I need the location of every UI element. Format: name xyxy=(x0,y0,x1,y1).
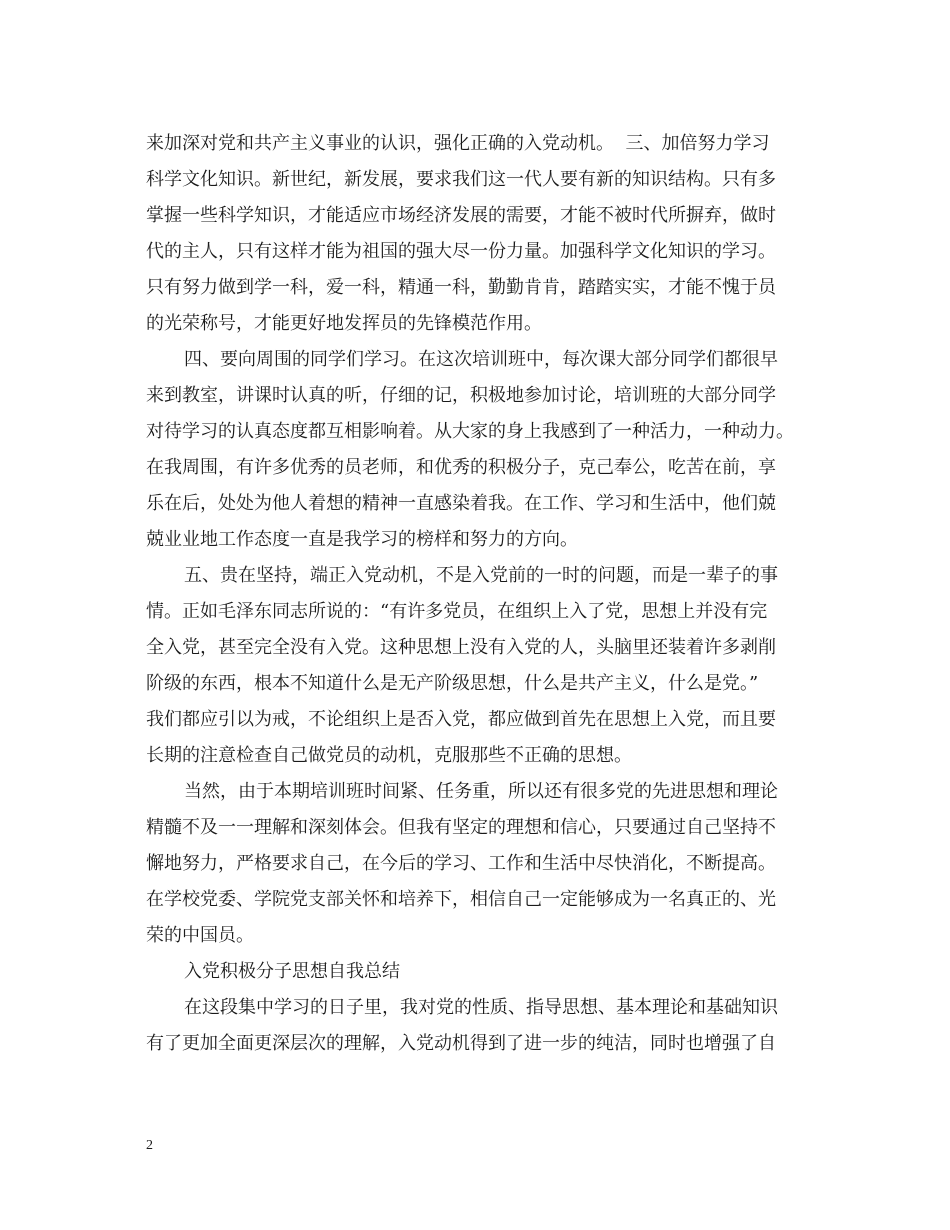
text-line: 荣的中国员。 xyxy=(146,925,254,946)
text-line: 来加深对党和共产主义事业的认识，强化正确的入党动机。 三、加倍努力学习 xyxy=(146,133,770,154)
paragraph-start-line: 五、贵在坚持，端正入党动机，不是入党前的一时的问题，而是一辈子的事 xyxy=(184,565,778,586)
text-line: 对待学习的认真态度都互相影响着。从大家的身上我感到了一种活力，一种动力。 xyxy=(146,421,794,442)
paragraph-start-line: 在这段集中学习的日子里，我对党的性质、指导思想、基本理论和基础知识 xyxy=(184,997,778,1018)
section-heading: 入党积极分子思想自我总结 xyxy=(184,961,400,982)
text-line: 精髓不及一一理解和深刻体会。但我有坚定的理想和信心，只要通过自己坚持不 xyxy=(146,817,776,838)
text-line: 掌握一些科学知识，才能适应市场经济发展的需要，才能不被时代所摒弃，做时 xyxy=(146,205,776,226)
paragraph-start-line: 四、要向周围的同学们学习。在这次培训班中，每次课大部分同学们都很早 xyxy=(184,349,778,370)
text-line: 懈地努力，严格要求自己，在今后的学习、工作和生活中尽快消化，不断提高。 xyxy=(146,853,776,874)
text-line: 有了更加全面更深层次的理解，入党动机得到了进一步的纯洁，同时也增强了自 xyxy=(146,1033,776,1054)
text-line: 我们都应引以为戒，不论组织上是否入党，都应做到首先在思想上入党，而且要 xyxy=(146,709,776,730)
text-line: 来到教室，讲课时认真的听，仔细的记，积极地参加讨论，培训班的大部分同学 xyxy=(146,385,776,406)
text-line: 在学校党委、学院党支部关怀和培养下，相信自己一定能够成为一名真正的、光 xyxy=(146,889,776,910)
text-line: 的光荣称号，才能更好地发挥员的先锋模范作用。 xyxy=(146,313,542,334)
text-line: 阶级的东西，根本不知道什么是无产阶级思想，什么是共产主义，什么是党。” xyxy=(146,673,759,694)
text-line: 在我周围，有许多优秀的员老师，和优秀的积极分子，克己奉公，吃苦在前，享 xyxy=(146,457,776,478)
text-line: 长期的注意检查自己做党员的动机，克服那些不正确的思想。 xyxy=(146,745,632,766)
text-line: 代的主人，只有这样才能为祖国的强大尽一份力量。加强科学文化知识的学习。 xyxy=(146,241,776,262)
text-line: 乐在后，处处为他人着想的精神一直感染着我。在工作、学习和生活中，他们兢 xyxy=(146,493,776,514)
paragraph-start-line: 当然，由于本期培训班时间紧、任务重，所以还有很多党的先进思想和理论 xyxy=(184,781,778,802)
body-text xyxy=(146,126,811,1062)
text-line: 科学文化知识。新世纪，新发展，要求我们这一代人要有新的知识结构。只有多 xyxy=(146,169,776,190)
text-line: 兢业业地工作态度一直是我学习的榜样和努力的方向。 xyxy=(146,529,578,550)
text-line: 情。正如毛泽东同志所说的：“有许多党员，在组织上入了党，思想上并没有完 xyxy=(146,601,768,622)
text-line: 全入党，甚至完全没有入党。这种思想上没有入党的人，头脑里还装着许多剥削 xyxy=(146,637,776,658)
page-number: 2 xyxy=(146,1138,153,1153)
text-line: 只有努力做到学一科，爱一科，精通一科，勤勤肯肯，踏踏实实，才能不愧于员 xyxy=(146,277,776,298)
